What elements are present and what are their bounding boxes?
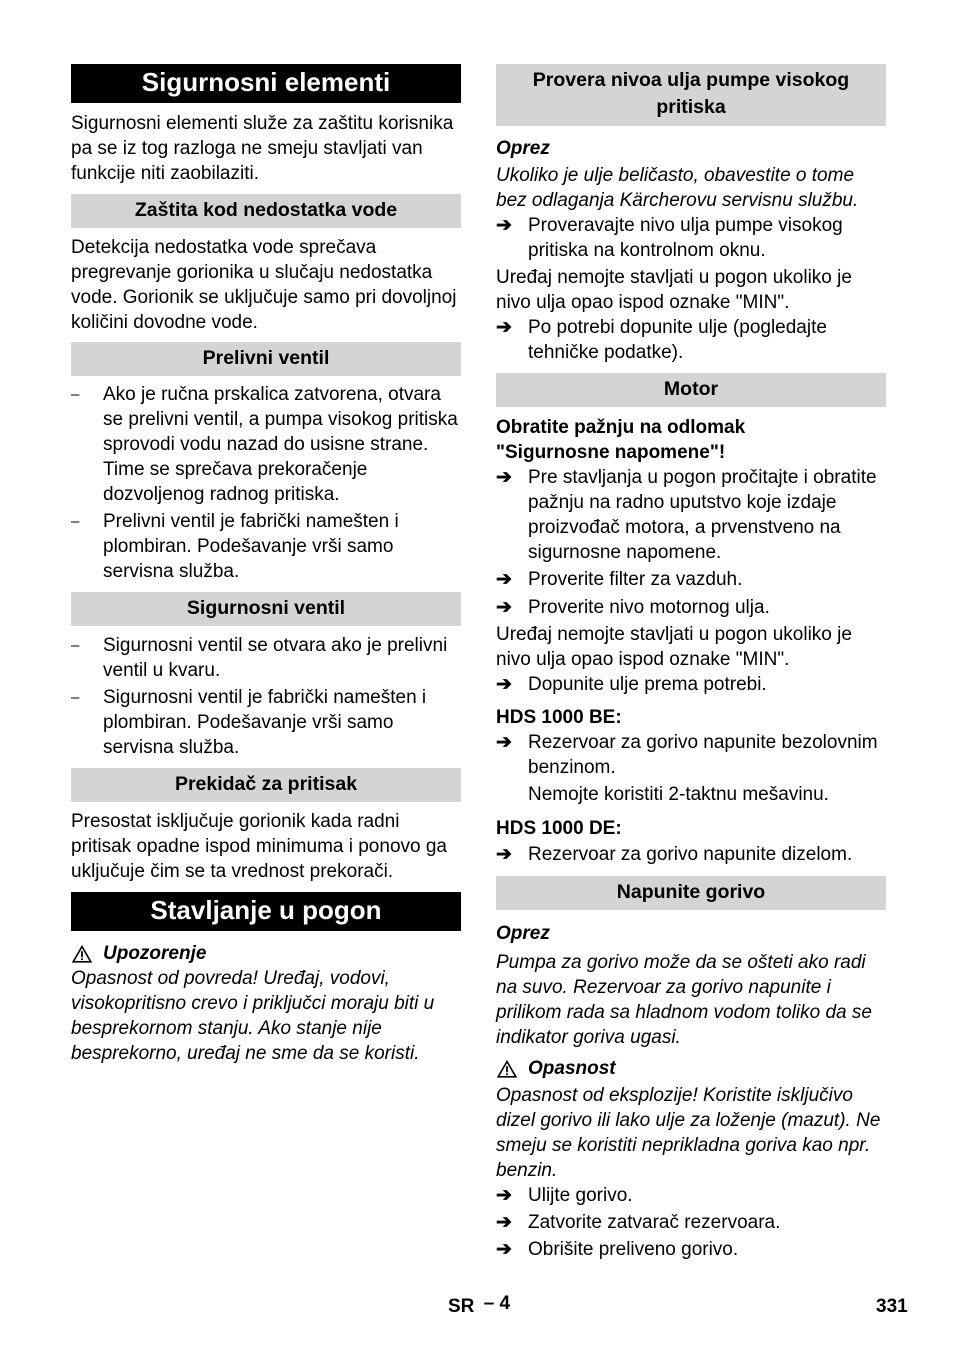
arrow-right-icon: ➔ [496,674,512,695]
oil-caution-text: Ukoliko je ulje beličasto, obavestite o tome bez odlaganja Kärcherovu servisnu službu. [496,165,859,211]
motor-oil-note: Uređaj nemojte stavljati u pogon ukoliko je nivo ulja opao ispod oznake "MIN". [496,624,852,670]
list-item: ➔ Proverite nivo motornog ulja. [496,597,770,618]
list-item: – Sigurnosni ventil je fabrički namešten i plombiran. Podešavanje vrši samo servisna služba. [71,687,427,758]
warning-heading [71,941,461,966]
dash-bullet-icon: – [71,637,80,654]
heading-safety-elements: Sigurnosni elementi [71,64,461,103]
list-item: ➔ Ulijte gorivo. [496,1185,633,1206]
arrow-right-icon: ➔ [496,317,512,338]
footer-section [448,1293,511,1318]
list-item: ➔ Zatvorite zatvarač rezervoara. [496,1212,781,1233]
dash-bullet-icon: – [71,689,80,706]
right-column [496,64,886,1262]
warning-text: Opasnost od povreda! Uređaj, vodovi, visokopritisno crevo i priključci moraju biti u besprekornom stanju. Ako stanje nije besprekorno, uređaj ne sme da se koristi. [71,968,435,1064]
arrow-right-icon: ➔ [496,1239,512,1260]
list-item: ➔ Obrišite preliveno gorivo. [496,1239,739,1260]
list-item: – Sigurnosni ventil se otvara ako je prelivni ventil u kvaru. [71,635,448,681]
footer-section-page: 4 [499,1293,511,1314]
heading-fill-fuel: Napunite gorivo [496,876,886,910]
list-item: ➔ Proverite filter za vazduh. [496,569,743,590]
danger-heading [496,1056,886,1081]
heading-oil-level: Provera nivoa ulja pumpe visokog pritiska [496,64,886,126]
oil-note: Uređaj nemojte stavljati u pogon ukoliko je nivo ulja opao ispod oznake "MIN". [496,267,852,313]
safety-intro: Sigurnosni elementi služe za zaštitu korisnika pa se iz tog razloga ne smeju stavljati van funkcije niti zaobilaziti. [71,113,454,184]
list-item: ➔ Po potrebi dopunite ulje (pogledajte tehničke podatke). [496,317,827,363]
danger-label: Opasnost [528,1058,616,1079]
footer-language: SR [448,1296,475,1317]
heading-pressure-switch: Prekidač za pritisak [71,768,461,802]
list-item: – Ako je ručna prskalica zatvorena, otvara se prelivni ventil, a pumpa visokog pritiska sprovodi vodu nazad do usisne strane. Time se sprečava prekoračenje dozvoljenog radnog pritiska. [71,384,458,505]
overflow-list [71,382,461,584]
arrow-right-icon: ➔ [496,467,512,488]
list-item: ➔ Dopunite ulje prema potrebi. [496,674,767,695]
list-item: ➔ Rezervoar za gorivo napunite bezolovnim benzinom. [496,732,878,778]
arrow-right-icon: ➔ [496,732,512,753]
warning-triangle-icon [497,1060,517,1078]
arrow-right-icon: ➔ [496,215,512,236]
arrow-right-icon: ➔ [496,569,512,590]
list-item: – Prelivni ventil je fabrički namešten i plombiran. Podešavanje vrši samo servisna služba. [71,511,399,582]
dash-bullet-icon: – [71,386,80,403]
hds-de-label: HDS 1000 DE: [496,818,622,839]
fuel-caution-text: Pumpa za gorivo može da se ošteti ako radi na suvo. Rezervoar za gorivo napunite i prilikom rada sa hladnom vodom toliko da se indikator goriva ugasi. [496,952,872,1048]
arrow-right-icon: ➔ [496,844,512,865]
safety-valve-list [71,633,461,760]
heading-overflow-valve: Prelivni ventil [71,342,461,376]
pressure-switch-text: Presostat isključuje gorionik kada radni pritisak opadne ispod minimuma i ponovo ga uključuje čim se ta vrednost prekorači. [71,811,447,882]
list-item: ➔ Pre stavljanja u pogon pročitajte i obratite pažnju na radno uputstvo koje izdaje proizvođač motora, a prvenstveno na sigurnosne napomene. [496,467,877,563]
caution-label: Oprez [496,138,550,159]
footer-dash: – [483,1293,495,1314]
page-number: 331 [876,1296,908,1317]
warning-triangle-icon [72,945,92,963]
list-item: ➔ Proveravajte nivo ulja pumpe visokog pritiska na kontrolnom oknu. [496,215,843,261]
left-column [71,64,461,1066]
arrow-right-icon: ➔ [496,1212,512,1233]
warning-label: Upozorenje [103,943,207,964]
water-protection-text: Detekcija nedostatka vode sprečava pregrevanje gorionika u slučaju nedostatka vode. Gorionik se uključuje samo pri dovoljnoj količini dovodne vode. [71,237,457,333]
heading-startup: Stavljanje u pogon [71,892,461,931]
list-item: ➔ Rezervoar za gorivo napunite dizelom. [496,844,853,865]
dash-bullet-icon: – [71,513,80,530]
hds-be-label: HDS 1000 BE: [496,707,622,728]
caution-label-fuel: Oprez [496,923,550,944]
danger-text: Opasnost od eksplozije! Koristite isključivo dizel gorivo ili lako ulje za loženje (mazut). Ne smeju se koristiti neprikladna goriva kao npr. benzin. [496,1085,881,1181]
hds-be-note: Nemojte koristiti 2-taktnu mešavinu. [528,784,829,805]
heading-safety-valve: Sigurnosni ventil [71,592,461,626]
arrow-right-icon: ➔ [496,1185,512,1206]
arrow-right-icon: ➔ [496,597,512,618]
heading-water-protection: Zaštita kod nedostatka vode [71,194,461,228]
heading-motor: Motor [496,373,886,407]
motor-note: Obratite pažnju na odlomak "Sigurnosne napomene"! [496,417,746,463]
